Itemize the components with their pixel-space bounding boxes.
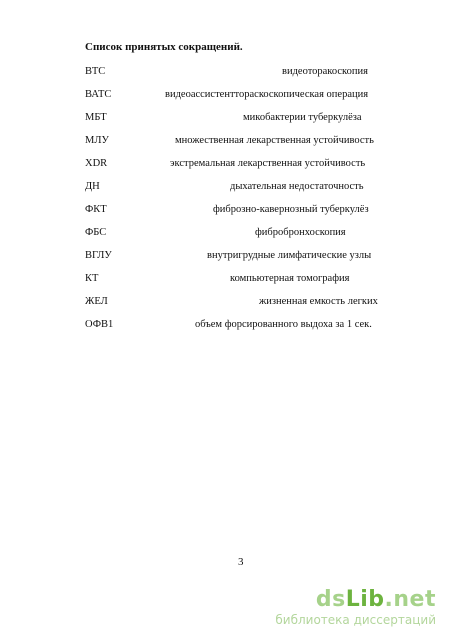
abbreviation-definition: внутригрудные лимфатические узлы [207, 250, 372, 261]
logo-part-ds: ds [315, 587, 346, 612]
abbreviation-term: XDR [85, 158, 108, 169]
abbreviation-term: ВГЛУ [85, 250, 112, 261]
abbreviation-definition: фибробронхоскопия [255, 227, 346, 238]
abbreviation-term: ФКТ [85, 204, 107, 215]
abbreviation-definition: экстремальная лекарственная устойчивость [170, 158, 366, 169]
abbreviation-term: ФБС [85, 227, 107, 238]
abbreviation-definition: видеоассистенттораскоскопическая операция [165, 89, 369, 100]
logo-part-lib: Lib [345, 587, 385, 612]
abbreviation-definition: множественная лекарственная устойчивость [175, 135, 374, 146]
abbreviation-term: ВТС [85, 66, 106, 77]
abbreviation-definition: видеоторакоскопия [282, 66, 368, 77]
page-title: Список принятых сокращений. [85, 41, 243, 53]
site-subtitle: библиотека диссертаций [275, 613, 436, 627]
page-number: 3 [238, 556, 244, 568]
abbreviation-definition: микобактерии туберкулёза [243, 112, 362, 123]
abbreviation-definition: жизненная емкость легких [259, 296, 378, 307]
abbreviation-definition: компьютерная томография [230, 273, 350, 284]
abbreviation-term: ДН [85, 181, 100, 192]
abbreviation-term: ОФВ1 [85, 319, 114, 330]
site-logo [275, 588, 436, 612]
logo-part-net: .net [384, 587, 436, 612]
abbreviation-term: МЛУ [85, 135, 109, 146]
abbreviation-term: ЖЕЛ [85, 296, 108, 307]
site-watermark[interactable] [275, 588, 436, 627]
abbreviation-definition: дыхательная недостаточность [230, 181, 364, 192]
abbreviation-definition: фиброзно-кавернозный туберкулёз [213, 204, 369, 215]
abbreviation-term: КТ [85, 273, 99, 284]
abbreviation-term: ВАТС [85, 89, 112, 100]
abbreviation-term: МБТ [85, 112, 107, 123]
abbreviation-definition: объем форсированного выдоха за 1 сек. [195, 319, 372, 330]
